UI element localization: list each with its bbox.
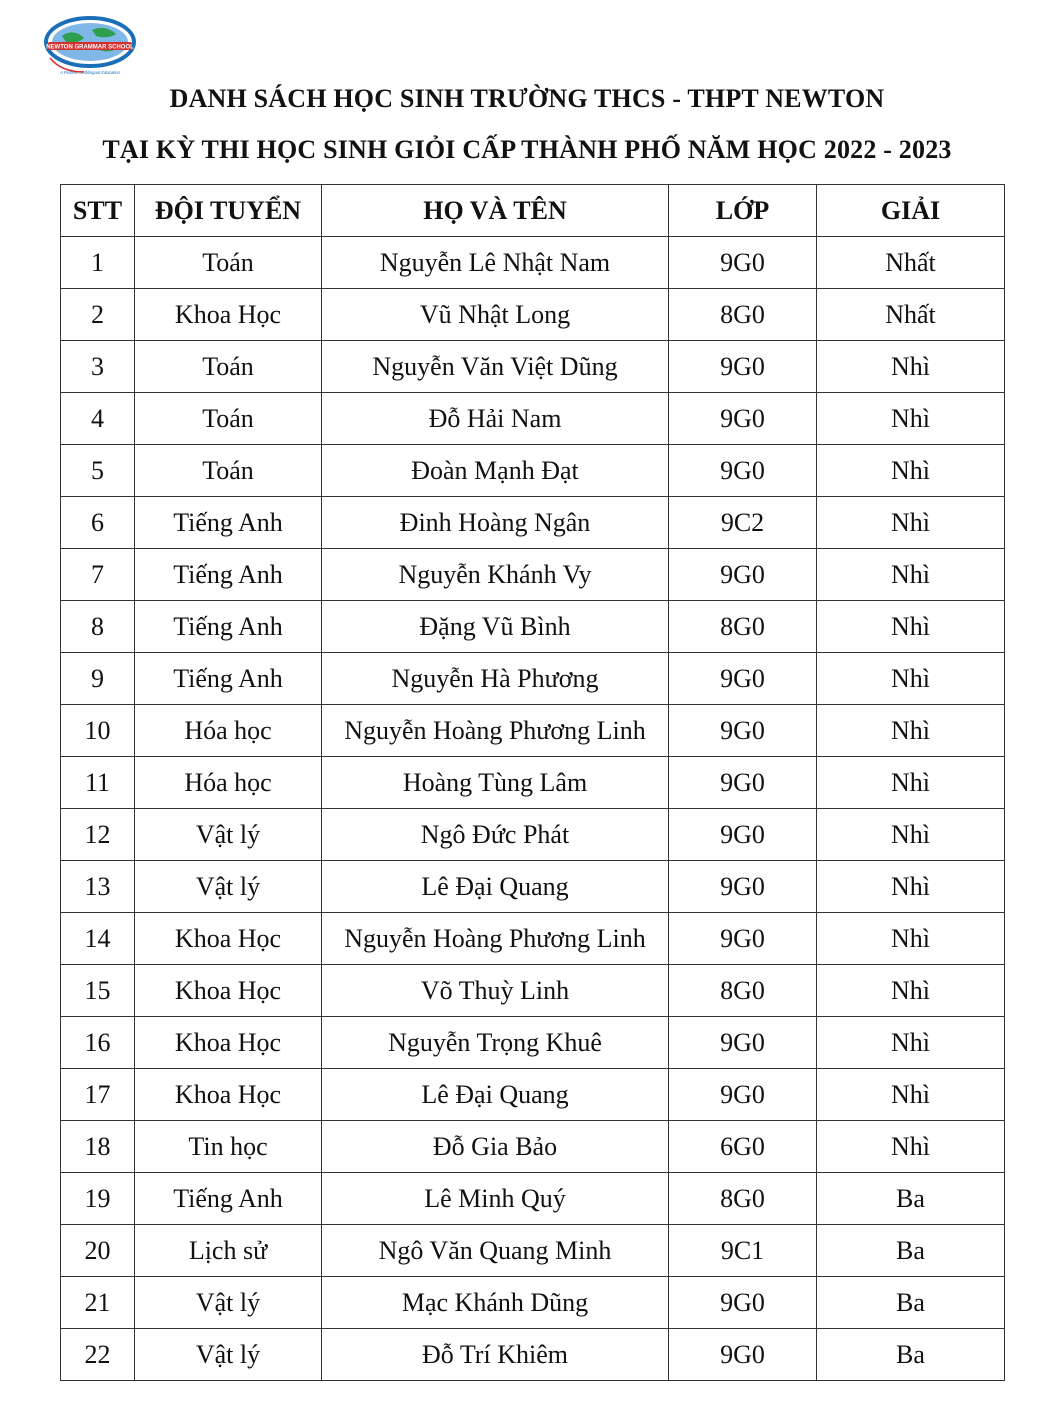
cell-stt: 4 bbox=[61, 393, 135, 445]
cell-name: Đoàn Mạnh Đạt bbox=[322, 445, 669, 497]
cell-class: 8G0 bbox=[669, 965, 817, 1017]
student-award-table bbox=[60, 184, 1005, 1381]
cell-stt: 22 bbox=[61, 1329, 135, 1381]
cell-stt: 10 bbox=[61, 705, 135, 757]
cell-award: Nhì bbox=[817, 341, 1005, 393]
cell-award: Nhì bbox=[817, 861, 1005, 913]
table-row bbox=[61, 965, 1005, 1017]
cell-name: Lê Đại Quang bbox=[322, 1069, 669, 1121]
cell-team: Khoa Học bbox=[135, 1017, 322, 1069]
column-header-class: LỚP bbox=[669, 185, 817, 237]
cell-name: Nguyễn Trọng Khuê bbox=[322, 1017, 669, 1069]
cell-class: 9G0 bbox=[669, 809, 817, 861]
cell-stt: 18 bbox=[61, 1121, 135, 1173]
table-row bbox=[61, 861, 1005, 913]
cell-name: Đỗ Hải Nam bbox=[322, 393, 669, 445]
table-row bbox=[61, 1329, 1005, 1381]
column-header-team: ĐỘI TUYỂN bbox=[135, 185, 322, 237]
school-logo bbox=[40, 12, 140, 76]
cell-class: 9G0 bbox=[669, 341, 817, 393]
cell-award: Nhì bbox=[817, 809, 1005, 861]
table-row bbox=[61, 653, 1005, 705]
cell-award: Nhì bbox=[817, 913, 1005, 965]
cell-name: Đặng Vũ Bình bbox=[322, 601, 669, 653]
cell-stt: 14 bbox=[61, 913, 135, 965]
cell-name: Nguyễn Hoàng Phương Linh bbox=[322, 913, 669, 965]
table-row bbox=[61, 809, 1005, 861]
cell-award: Ba bbox=[817, 1277, 1005, 1329]
cell-stt: 17 bbox=[61, 1069, 135, 1121]
table-row bbox=[61, 549, 1005, 601]
cell-award: Nhì bbox=[817, 1069, 1005, 1121]
cell-team: Tiếng Anh bbox=[135, 497, 322, 549]
cell-name: Ngô Văn Quang Minh bbox=[322, 1225, 669, 1277]
cell-team: Khoa Học bbox=[135, 965, 322, 1017]
table-body bbox=[61, 237, 1005, 1381]
cell-stt: 3 bbox=[61, 341, 135, 393]
cell-award: Nhì bbox=[817, 965, 1005, 1017]
cell-award: Nhất bbox=[817, 289, 1005, 341]
cell-stt: 1 bbox=[61, 237, 135, 289]
cell-class: 9G0 bbox=[669, 1069, 817, 1121]
cell-stt: 15 bbox=[61, 965, 135, 1017]
cell-team: Tiếng Anh bbox=[135, 1173, 322, 1225]
table-row bbox=[61, 445, 1005, 497]
table-row bbox=[61, 1277, 1005, 1329]
table-header-row bbox=[61, 185, 1005, 237]
cell-name: Đỗ Trí Khiêm bbox=[322, 1329, 669, 1381]
table-row bbox=[61, 1069, 1005, 1121]
cell-award: Ba bbox=[817, 1225, 1005, 1277]
cell-class: 9G0 bbox=[669, 1017, 817, 1069]
cell-class: 9G0 bbox=[669, 1277, 817, 1329]
cell-name: Nguyễn Hoàng Phương Linh bbox=[322, 705, 669, 757]
table-row bbox=[61, 341, 1005, 393]
cell-team: Lịch sử bbox=[135, 1225, 322, 1277]
table-row bbox=[61, 601, 1005, 653]
cell-name: Đinh Hoàng Ngân bbox=[322, 497, 669, 549]
cell-class: 9G0 bbox=[669, 913, 817, 965]
cell-class: 9G0 bbox=[669, 393, 817, 445]
column-header-stt: STT bbox=[61, 185, 135, 237]
cell-name: Ngô Đức Phát bbox=[322, 809, 669, 861]
cell-award: Nhì bbox=[817, 497, 1005, 549]
globe-logo-icon bbox=[40, 12, 140, 76]
cell-stt: 21 bbox=[61, 1277, 135, 1329]
cell-name: Hoàng Tùng Lâm bbox=[322, 757, 669, 809]
cell-name: Đỗ Gia Bảo bbox=[322, 1121, 669, 1173]
cell-class: 8G0 bbox=[669, 289, 817, 341]
cell-name: Nguyễn Hà Phương bbox=[322, 653, 669, 705]
cell-class: 9G0 bbox=[669, 653, 817, 705]
cell-stt: 6 bbox=[61, 497, 135, 549]
cell-award: Nhì bbox=[817, 393, 1005, 445]
table-row bbox=[61, 289, 1005, 341]
cell-team: Hóa học bbox=[135, 705, 322, 757]
cell-team: Vật lý bbox=[135, 1329, 322, 1381]
cell-team: Tiếng Anh bbox=[135, 601, 322, 653]
cell-name: Nguyễn Lê Nhật Nam bbox=[322, 237, 669, 289]
cell-name: Nguyễn Khánh Vy bbox=[322, 549, 669, 601]
cell-stt: 16 bbox=[61, 1017, 135, 1069]
cell-stt: 8 bbox=[61, 601, 135, 653]
cell-class: 9G0 bbox=[669, 237, 817, 289]
cell-stt: 12 bbox=[61, 809, 135, 861]
page-title-line-1: DANH SÁCH HỌC SINH TRƯỜNG THCS - THPT NEWTON bbox=[169, 84, 885, 113]
cell-stt: 9 bbox=[61, 653, 135, 705]
cell-name: Vũ Nhật Long bbox=[322, 289, 669, 341]
cell-name: Nguyễn Văn Việt Dũng bbox=[322, 341, 669, 393]
cell-award: Nhì bbox=[817, 445, 1005, 497]
cell-team: Vật lý bbox=[135, 861, 322, 913]
cell-name: Lê Minh Quý bbox=[322, 1173, 669, 1225]
table-row bbox=[61, 705, 1005, 757]
column-header-award: GIẢI bbox=[817, 185, 1005, 237]
cell-stt: 19 bbox=[61, 1173, 135, 1225]
cell-name: Mạc Khánh Dũng bbox=[322, 1277, 669, 1329]
cell-team: Khoa Học bbox=[135, 1069, 322, 1121]
cell-class: 8G0 bbox=[669, 601, 817, 653]
cell-team: Toán bbox=[135, 393, 322, 445]
column-header-name: HỌ VÀ TÊN bbox=[322, 185, 669, 237]
table-row bbox=[61, 393, 1005, 445]
cell-team: Tin học bbox=[135, 1121, 322, 1173]
cell-award: Ba bbox=[817, 1329, 1005, 1381]
cell-award: Nhì bbox=[817, 653, 1005, 705]
page-title-line-2: TẠI KỲ THI HỌC SINH GIỎI CẤP THÀNH PHỐ NĂM HỌC 2022 - 2023 bbox=[102, 135, 952, 164]
cell-class: 9G0 bbox=[669, 705, 817, 757]
cell-team: Tiếng Anh bbox=[135, 653, 322, 705]
cell-team: Toán bbox=[135, 445, 322, 497]
cell-team: Tiếng Anh bbox=[135, 549, 322, 601]
cell-class: 8G0 bbox=[669, 1173, 817, 1225]
table-row bbox=[61, 757, 1005, 809]
table-row bbox=[61, 1017, 1005, 1069]
cell-class: 6G0 bbox=[669, 1121, 817, 1173]
cell-stt: 13 bbox=[61, 861, 135, 913]
cell-team: Khoa Học bbox=[135, 289, 322, 341]
cell-stt: 5 bbox=[61, 445, 135, 497]
cell-award: Nhì bbox=[817, 549, 1005, 601]
cell-class: 9C1 bbox=[669, 1225, 817, 1277]
cell-class: 9G0 bbox=[669, 757, 817, 809]
cell-award: Nhì bbox=[817, 1017, 1005, 1069]
cell-class: 9G0 bbox=[669, 445, 817, 497]
cell-stt: 2 bbox=[61, 289, 135, 341]
table-row bbox=[61, 1225, 1005, 1277]
cell-award: Nhất bbox=[817, 237, 1005, 289]
cell-class: 9G0 bbox=[669, 861, 817, 913]
cell-team: Vật lý bbox=[135, 809, 322, 861]
cell-team: Khoa Học bbox=[135, 913, 322, 965]
cell-award: Nhì bbox=[817, 601, 1005, 653]
logo-motto: A Pioneer of Bilingual Education bbox=[60, 70, 120, 75]
cell-team: Vật lý bbox=[135, 1277, 322, 1329]
cell-name: Lê Đại Quang bbox=[322, 861, 669, 913]
cell-team: Toán bbox=[135, 341, 322, 393]
table-row bbox=[61, 1121, 1005, 1173]
cell-award: Ba bbox=[817, 1173, 1005, 1225]
cell-award: Nhì bbox=[817, 705, 1005, 757]
cell-class: 9G0 bbox=[669, 549, 817, 601]
cell-class: 9C2 bbox=[669, 497, 817, 549]
cell-stt: 7 bbox=[61, 549, 135, 601]
cell-award: Nhì bbox=[817, 1121, 1005, 1173]
cell-team: Hóa học bbox=[135, 757, 322, 809]
table-row bbox=[61, 1173, 1005, 1225]
table-row bbox=[61, 237, 1005, 289]
logo-text: NEWTON GRAMMAR SCHOOL bbox=[46, 44, 134, 51]
cell-class: 9G0 bbox=[669, 1329, 817, 1381]
cell-stt: 20 bbox=[61, 1225, 135, 1277]
table-row bbox=[61, 497, 1005, 549]
cell-award: Nhì bbox=[817, 757, 1005, 809]
cell-team: Toán bbox=[135, 237, 322, 289]
cell-stt: 11 bbox=[61, 757, 135, 809]
table-row bbox=[61, 913, 1005, 965]
cell-name: Võ Thuỳ Linh bbox=[322, 965, 669, 1017]
